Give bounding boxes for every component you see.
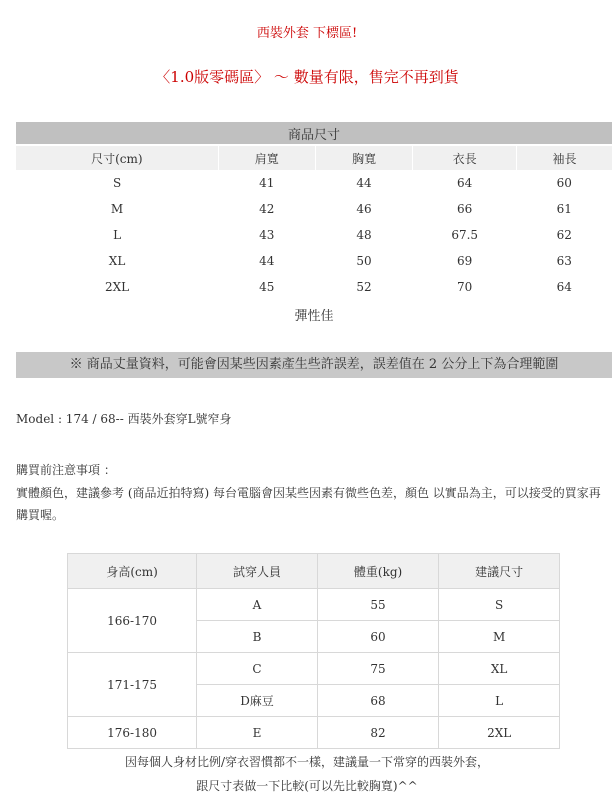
size-table-header-row bbox=[16, 122, 612, 145]
column-header: 體重(kg) bbox=[317, 554, 438, 589]
table-cell: 48 bbox=[356, 228, 372, 242]
table-cell: 2XL bbox=[439, 717, 560, 749]
table-cell: S bbox=[112, 176, 122, 190]
size-table-note-row bbox=[16, 300, 612, 328]
table-cell: XL bbox=[439, 653, 560, 685]
table-cell: 44 bbox=[259, 254, 275, 268]
table-cell: M bbox=[110, 202, 124, 216]
table-cell: D麻豆 bbox=[197, 685, 318, 717]
column-header: 建議尺寸 bbox=[439, 554, 560, 589]
table-cell: 68 bbox=[317, 685, 438, 717]
model-info: Model : 174 / 68-- 西裝外套穿L號窄身 bbox=[16, 412, 232, 426]
column-header: 袖長 bbox=[517, 145, 612, 170]
table-cell: 52 bbox=[356, 280, 372, 294]
table-cell: 82 bbox=[317, 717, 438, 749]
table-row bbox=[16, 196, 612, 222]
table-row bbox=[16, 274, 612, 300]
measurement-notice: ※ 商品丈量資料，可能會因某些因素產生些許誤差，誤差值在 2 公分上下為合理範圍 bbox=[16, 352, 612, 378]
table-cell: 43 bbox=[259, 228, 275, 242]
table-cell: L bbox=[113, 228, 122, 242]
table-cell: M bbox=[439, 621, 560, 653]
size-table bbox=[16, 122, 612, 328]
table-row bbox=[68, 717, 560, 749]
table-cell: 67.5 bbox=[451, 228, 479, 242]
closing-line-2: 跟尺寸表做一下比較(可以先比較胸寬)^^ bbox=[196, 779, 418, 793]
closing-note bbox=[0, 750, 614, 798]
table-cell: 44 bbox=[356, 176, 372, 190]
table-cell: A bbox=[197, 589, 318, 621]
fit-table-header-row bbox=[68, 554, 560, 589]
height-range-cell: 171-175 bbox=[68, 653, 197, 717]
sale-title: 西裝外套 下標區! bbox=[256, 26, 358, 41]
table-cell: 55 bbox=[317, 589, 438, 621]
stock-notice-title: 〈1.0版零碼區〉 ～ 數量有限，售完不再到貨 bbox=[155, 68, 459, 86]
table-cell: 64 bbox=[457, 176, 473, 190]
column-header: 尺寸(cm) bbox=[16, 145, 218, 170]
table-row bbox=[16, 222, 612, 248]
table-row bbox=[16, 170, 612, 196]
table-cell: 46 bbox=[356, 202, 372, 216]
column-header: 身高(cm) bbox=[68, 554, 197, 589]
fit-table bbox=[67, 553, 560, 749]
table-cell: 41 bbox=[259, 176, 275, 190]
purchase-notes-heading: 購買前注意事項 ： bbox=[16, 463, 116, 477]
table-cell: XL bbox=[108, 254, 126, 268]
height-range-cell: 176-180 bbox=[68, 717, 197, 749]
table-cell: 63 bbox=[556, 254, 572, 268]
table-cell: 2XL bbox=[104, 280, 130, 294]
table-cell: C bbox=[197, 653, 318, 685]
table-cell: 42 bbox=[259, 202, 275, 216]
table-cell: L bbox=[439, 685, 560, 717]
table-cell: 60 bbox=[556, 176, 572, 190]
table-cell: 75 bbox=[317, 653, 438, 685]
table-row bbox=[68, 589, 560, 621]
table-row bbox=[68, 653, 560, 685]
table-row bbox=[16, 248, 612, 274]
column-header: 衣長 bbox=[413, 145, 517, 170]
closing-line-1: 因每個人身材比例/穿衣習慣都不一樣，建議量一下常穿的西裝外套， bbox=[124, 755, 490, 769]
table-cell: 66 bbox=[457, 202, 473, 216]
size-table-title: 商品尺寸 bbox=[16, 122, 612, 145]
table-cell: B bbox=[197, 621, 318, 653]
table-cell: 60 bbox=[317, 621, 438, 653]
column-header: 肩寬 bbox=[218, 145, 315, 170]
column-header: 試穿人員 bbox=[197, 554, 318, 589]
table-cell: E bbox=[197, 717, 318, 749]
table-cell: 69 bbox=[457, 254, 473, 268]
table-cell: 64 bbox=[556, 280, 572, 294]
table-cell: 70 bbox=[457, 280, 473, 294]
table-cell: 50 bbox=[356, 254, 372, 268]
table-cell: 61 bbox=[556, 202, 572, 216]
purchase-notes-text: 實體顏色，建議參考 (商品近拍特寫) 每台電腦會因某些因素有微些色差，顏色 以實品為主，可以接受的買家再購買喔。 bbox=[16, 486, 601, 522]
table-cell: 62 bbox=[556, 228, 572, 242]
table-cell: S bbox=[439, 589, 560, 621]
size-table-columns bbox=[16, 145, 612, 170]
height-range-cell: 166-170 bbox=[68, 589, 197, 653]
table-cell: 45 bbox=[259, 280, 275, 294]
elasticity-note: 彈性佳 bbox=[294, 308, 334, 324]
column-header: 胸寬 bbox=[315, 145, 412, 170]
